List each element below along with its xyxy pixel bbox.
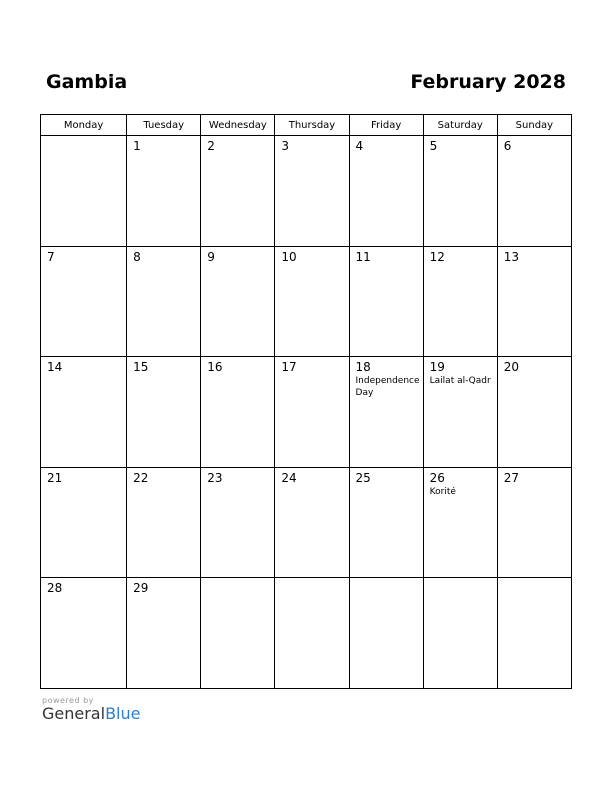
day-cell: [275, 136, 349, 247]
day-cell: [423, 246, 497, 357]
day-number: 27: [503, 470, 520, 485]
weekday-header: Thursday: [275, 115, 349, 136]
day-number: 10: [281, 249, 297, 264]
day-cell: [201, 578, 275, 689]
day-number: 29: [133, 581, 149, 596]
holiday-label: Independence Day: [355, 376, 420, 399]
day-cell: [275, 357, 349, 468]
day-number: 17: [281, 360, 297, 375]
day-number: 12: [429, 249, 445, 264]
brand-blue: Blue: [105, 704, 141, 723]
day-cell: [423, 357, 497, 468]
day-cell: [41, 357, 127, 468]
day-cell: [201, 357, 275, 468]
day-number: 7: [47, 249, 55, 264]
day-cell: [201, 136, 275, 247]
day-number: 26: [429, 470, 445, 485]
week-row: [41, 357, 572, 468]
calendar-grid: [40, 114, 572, 689]
day-number: 24: [281, 470, 297, 485]
day-cell: [349, 578, 423, 689]
day-cell: [127, 357, 201, 468]
day-cell: [349, 357, 423, 468]
day-number: 15: [133, 360, 149, 375]
day-cell: [41, 136, 127, 247]
day-cell: [349, 467, 423, 578]
day-cell: [497, 578, 571, 689]
day-number: 18: [355, 360, 371, 375]
day-cell: [127, 246, 201, 357]
weekday-header: Wednesday: [201, 115, 275, 136]
day-number: 3: [281, 139, 290, 153]
day-cell: [497, 357, 571, 468]
day-cell: [423, 578, 497, 689]
week-row: [41, 136, 572, 247]
day-cell: [275, 467, 349, 578]
week-row: [41, 467, 572, 578]
weekday-header: Friday: [349, 115, 423, 136]
day-number: 14: [47, 360, 63, 375]
day-cell: [127, 578, 201, 689]
day-number: 5: [429, 139, 438, 153]
day-cell: [201, 246, 275, 357]
day-number: 6: [503, 139, 512, 153]
day-number: 20: [503, 360, 520, 375]
day-cell: [41, 578, 127, 689]
holiday-label: Lailat al-Qadr: [429, 376, 491, 387]
day-cell: [201, 467, 275, 578]
week-row: [41, 246, 572, 357]
day-number: 16: [207, 360, 223, 375]
weekday-header: Sunday: [497, 115, 571, 136]
weekday-header-row: [41, 115, 572, 136]
day-number: 8: [133, 249, 141, 264]
day-cell: [497, 136, 571, 247]
weekday-header: Saturday: [423, 115, 497, 136]
weekday-header: Tuesday: [127, 115, 201, 136]
day-cell: [349, 246, 423, 357]
day-number: 19: [429, 360, 445, 375]
brand-general: General: [42, 704, 106, 723]
day-number: 11: [355, 249, 371, 264]
week-row: [41, 578, 572, 689]
powered-by-text: powered by: [42, 696, 94, 705]
day-cell: [423, 136, 497, 247]
day-cell: [497, 246, 571, 357]
day-cell: [275, 246, 349, 357]
day-cell: [497, 467, 571, 578]
day-cell: [127, 467, 201, 578]
day-number: 4: [355, 139, 364, 153]
day-cell: [423, 467, 497, 578]
generalblue-logo: [42, 704, 140, 723]
country-title: Gambia: [46, 71, 128, 93]
day-cell: [275, 578, 349, 689]
day-number: 28: [47, 581, 63, 596]
day-number: 1: [133, 139, 141, 153]
day-number: 9: [207, 249, 215, 264]
day-number: 22: [133, 470, 149, 485]
day-cell: [127, 136, 201, 247]
day-number: 23: [207, 470, 223, 485]
day-number: 2: [207, 139, 215, 153]
holiday-label: Korité: [429, 486, 456, 497]
weekday-header: Monday: [41, 115, 127, 136]
day-number: 13: [503, 249, 520, 264]
day-cell: [41, 467, 127, 578]
day-number: 21: [47, 470, 63, 485]
day-number: 25: [355, 470, 371, 485]
month-year-title: February 2028: [410, 71, 566, 93]
footer-branding: [42, 696, 140, 723]
day-cell: [41, 246, 127, 357]
day-cell: [349, 136, 423, 247]
